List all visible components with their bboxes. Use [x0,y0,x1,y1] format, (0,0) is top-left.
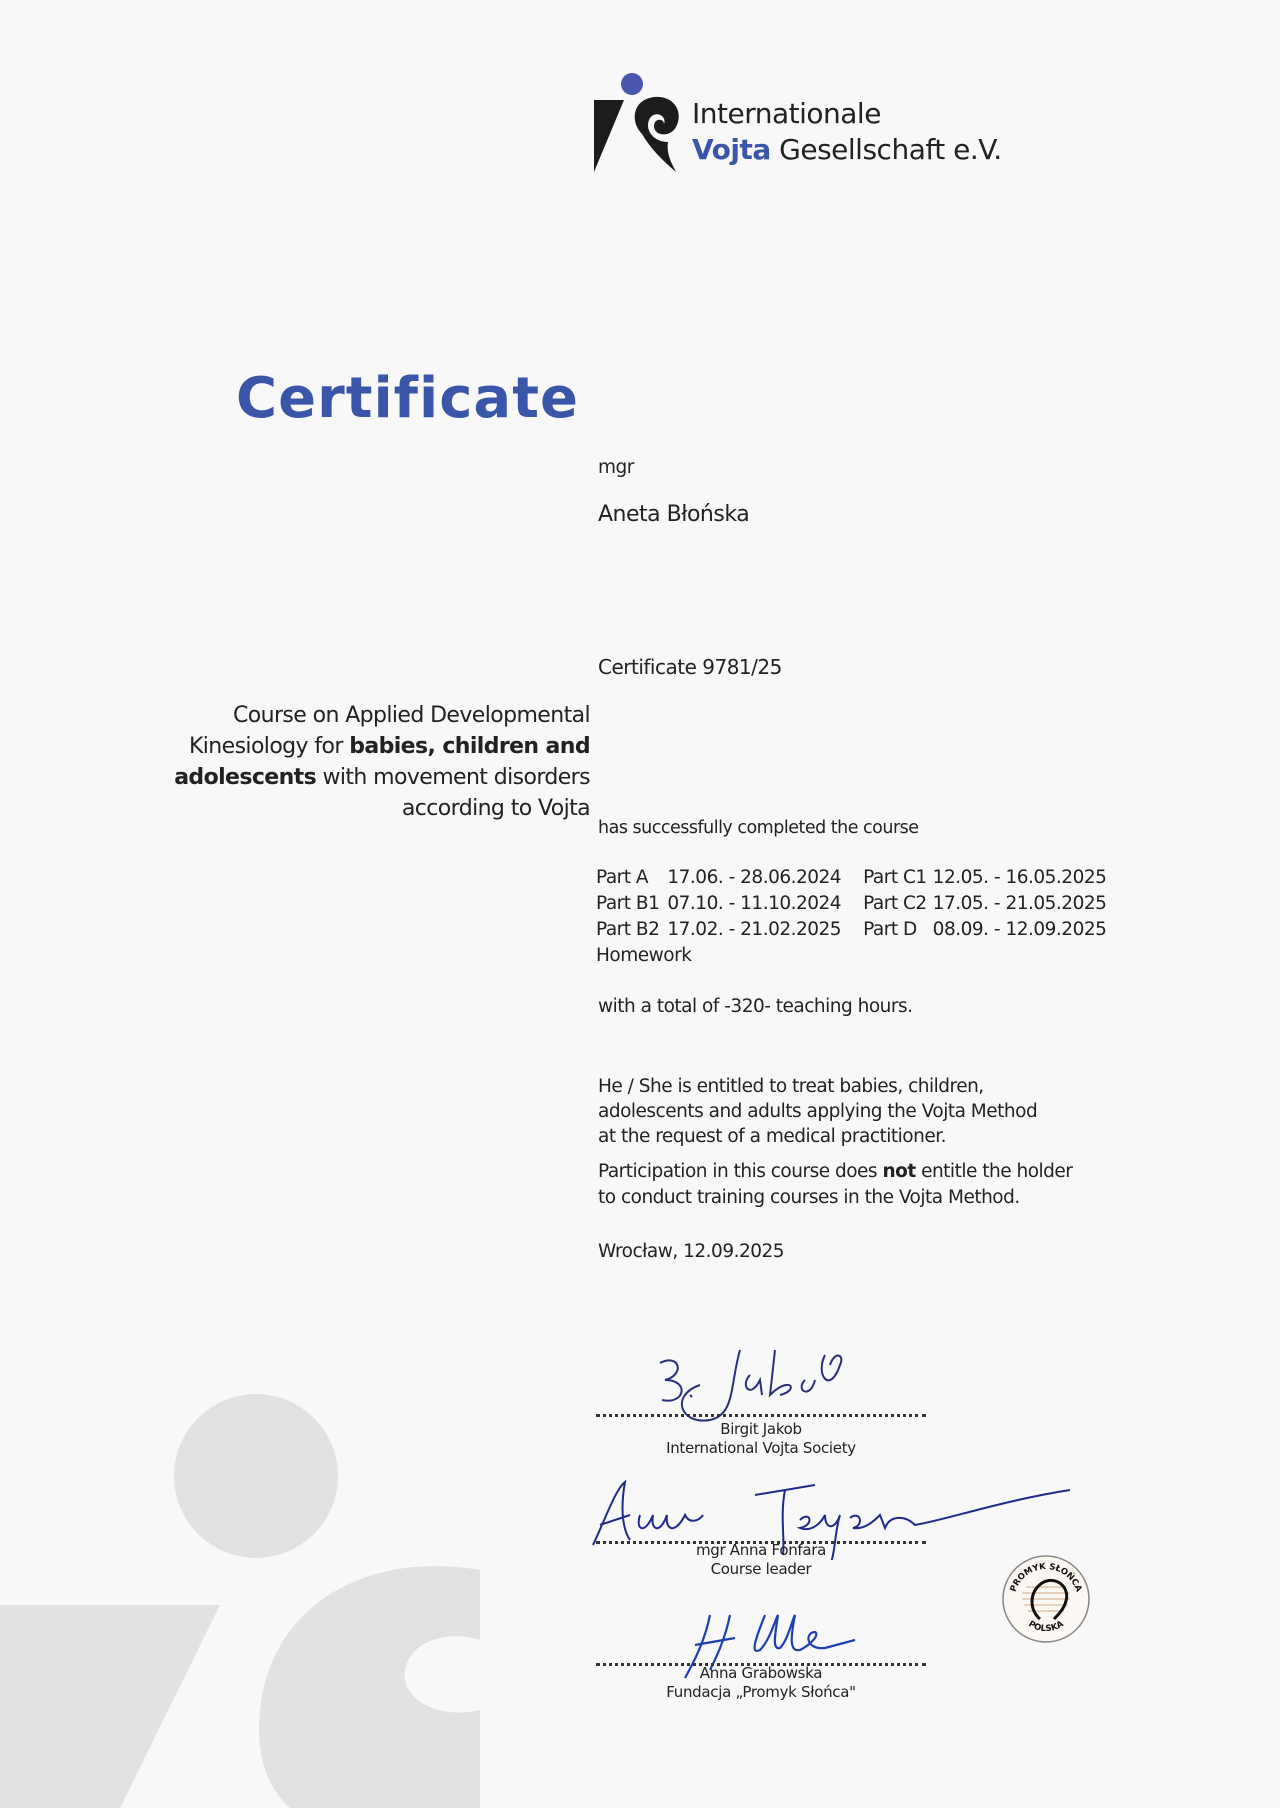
course-text: Kinesiology for [188,734,350,759]
part-dates: 17.02. - 21.02.2025 [667,918,842,940]
participation-line [598,1159,1072,1185]
promyk-slonca-stamp [1000,1553,1092,1645]
parts-row [596,942,1114,968]
org-line1: Internationale [692,97,881,130]
completed-text: has successfully completed the course [598,818,919,838]
part-dates: 17.06. - 28.06.2024 [667,866,842,888]
participation-line: to conduct training courses in the Vojta Method. [598,1187,1020,1208]
part-label: Part A [596,866,649,888]
stamp-top-text: PROMYK SŁOŃCA [1008,1561,1084,1594]
part-dates: 17.05. - 21.05.2025 [932,892,1107,914]
course-description [174,700,590,824]
parts-row [596,864,1114,890]
participation-part: entitle the holder [915,1161,1073,1182]
course-text-bold: babies, children and [349,734,590,759]
signatory-name: Birgit Jakob [720,1420,802,1438]
entitlement-text [598,1074,1037,1149]
signatory-role: Course leader [710,1560,812,1578]
signatory-2 [596,1541,926,1579]
part-dates: 07.10. - 11.10.2024 [667,892,842,914]
recipient-name: Aneta Błońska [598,502,750,527]
participation-bold: not [882,1161,916,1182]
signatory-name: Anna Grabowska [699,1664,823,1682]
org-accent: Vojta [692,133,771,166]
course-line [174,762,590,793]
homework: Homework [596,944,692,966]
stamp-bottom-text: POLSKA [1026,1619,1066,1635]
part-label: Part B1 [596,892,660,914]
signatory-name: mgr Anna Fonfara [695,1541,827,1559]
place-date: Wrocław, 12.09.2025 [598,1241,785,1262]
ivg-logo-icon [592,72,692,174]
signatory-1 [596,1420,926,1458]
course-parts-table [596,864,1114,968]
entitlement-line: He / She is entitled to treat babies, children, [598,1076,984,1097]
org-rest: Gesellschaft e.V. [770,133,1002,166]
course-text-bold: adolescents [174,765,317,790]
teaching-hours: with a total of -320- teaching hours. [598,996,913,1017]
signatory-role: Fundacja „Promyk Słońca" [666,1683,856,1701]
part-label: Part C1 [863,866,927,888]
entitlement-line: at the request of a medical practitioner. [598,1126,947,1147]
signatory-3 [596,1664,926,1702]
signature-line [596,1414,926,1417]
part-label: Part D [863,918,917,940]
watermark-logo [0,1380,500,1808]
participation-part: Participation in this course does [598,1161,883,1182]
part-label: Part B2 [596,918,660,940]
certificate-title: Certificate [236,366,579,431]
parts-row [596,890,1114,916]
course-text: with movement disorders [316,765,590,790]
part-label: Part C2 [863,892,927,914]
recipient-prefix: mgr [598,457,634,478]
participation-text [598,1159,1072,1211]
part-dates: 08.09. - 12.09.2025 [932,918,1107,940]
entitlement-line: adolescents and adults applying the Vojta Method [598,1101,1038,1122]
certificate-number: Certificate 9781/25 [598,655,782,679]
course-line [174,731,590,762]
organization-name [692,96,1002,168]
org-line2 [692,132,1002,168]
part-dates: 12.05. - 16.05.2025 [932,866,1107,888]
course-line: according to Vojta [401,796,590,821]
signatory-role: International Vojta Society [666,1439,856,1457]
course-line: Course on Applied Developmental [233,703,590,728]
parts-row [596,916,1114,942]
